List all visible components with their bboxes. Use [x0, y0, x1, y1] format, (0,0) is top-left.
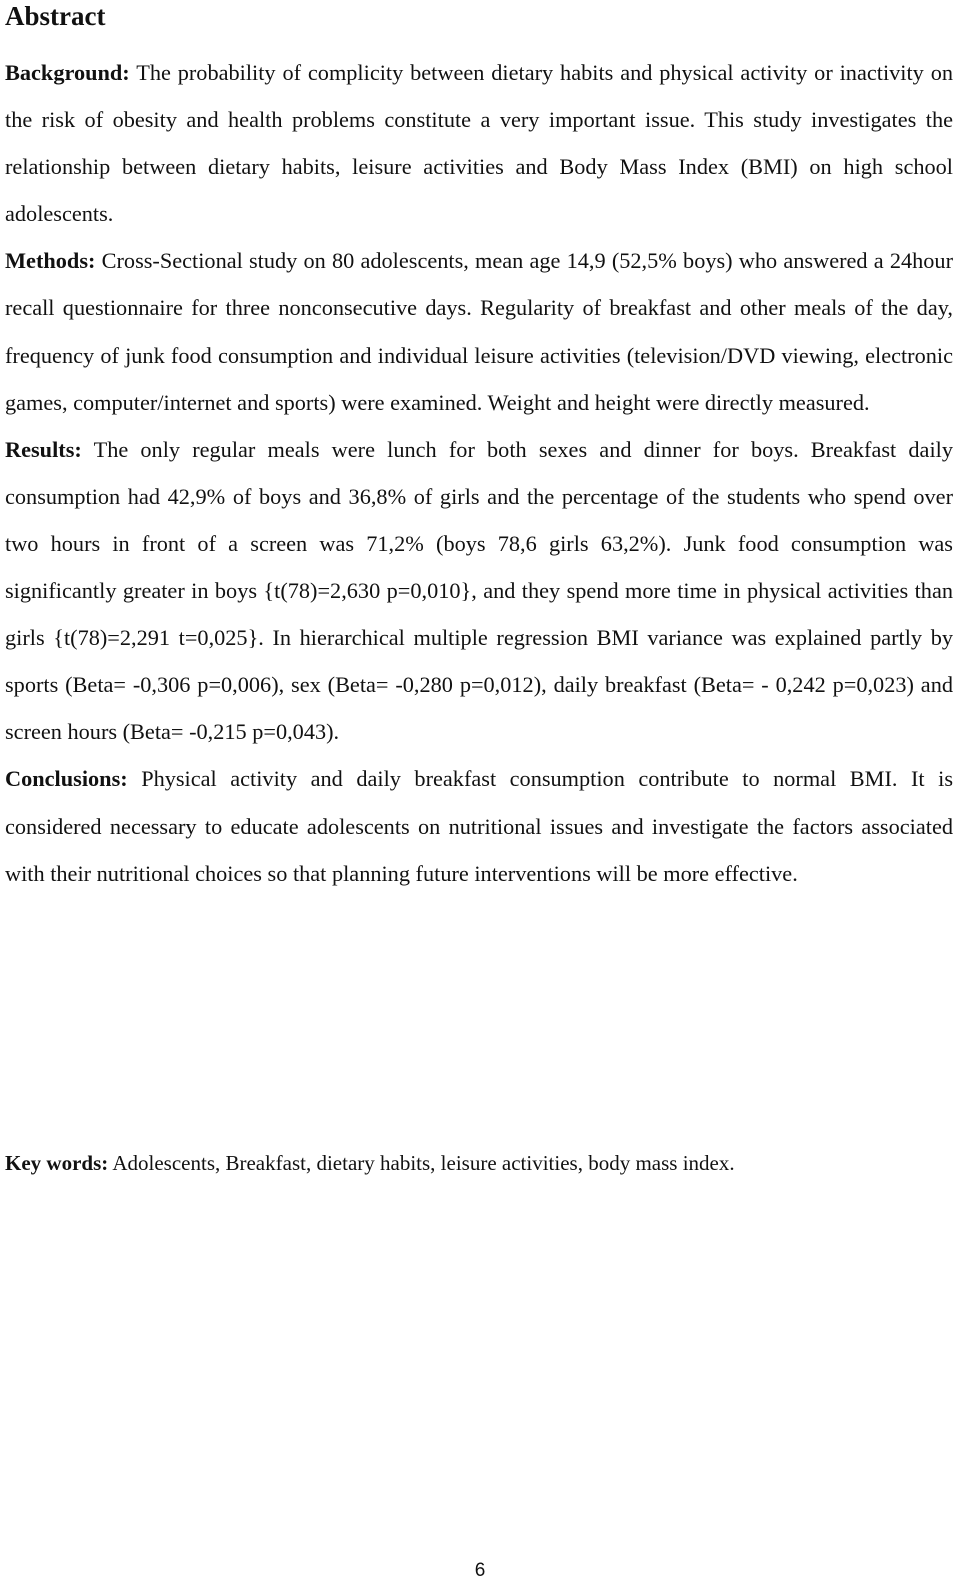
- background-paragraph: [5, 49, 953, 237]
- keywords-text: Adolescents, Breakfast, dietary habits, leisure activities, body mass index.: [112, 1151, 735, 1175]
- results-text: The only regular meals were lunch for both sexes and dinner for boys. Breakfast daily consumption had 42,9% of boys and 36,8% of girls and the percentage of the students who spend over two hours in front of a screen was 71,2% (boys 78,6 girls 63,2%). Junk food consumption was significantly greater in boys {t(78)=2,630 p=0,010}, and they spend more time in physical activities than girls {t(78)=2,291 t=0,025}. In hierarchical multiple regression BMI variance was explained partly by sports (Beta= -0,306 p=0,006), sex (Beta= -0,280 p=0,012), daily breakfast (Beta= - 0,242 p=0,023) and screen hours (Beta= -0,215 p=0,043).: [5, 436, 953, 745]
- keywords-line: [5, 1150, 953, 1176]
- background-label: Background:: [5, 60, 130, 85]
- methods-paragraph: [5, 237, 953, 425]
- abstract-heading: Abstract: [5, 1, 106, 31]
- conclusions-paragraph: [5, 755, 953, 896]
- page-number: 6: [474, 1560, 486, 1581]
- methods-label: Methods:: [5, 248, 96, 274]
- results-paragraph: [5, 426, 953, 756]
- results-label: Results:: [5, 436, 82, 462]
- methods-text: Cross-Sectional study on 80 adolescents, mean age 14,9 (52,5% boys) who answered a 24hour recall questionnaire for three nonconsecutive days. Regularity of breakfast and other meals of the day, frequency of junk food consumption and individual leisure activities (television/DVD viewing, electronic games, computer/internet and sports) were examined. Weight and height were directly measured.: [5, 248, 954, 415]
- conclusions-text: Physical activity and daily breakfast consumption contribute to normal BMI. It is considered necessary to educate adolescents on nutritional issues and investigate the factors associated with their nutritional choices so that planning future interventions will be more effective.: [5, 766, 953, 886]
- document-page: [5, 0, 954, 1175]
- keywords-label: Key words:: [5, 1151, 109, 1175]
- conclusions-label: Conclusions:: [5, 766, 128, 792]
- background-text: The probability of complicity between dietary habits and physical activity or inactivity on the risk of obesity and health problems constitute a very important issue. This study investigates the relationship between dietary habits, leisure activities and Body Mass Index (BMI) on high school adolescents.: [5, 60, 953, 227]
